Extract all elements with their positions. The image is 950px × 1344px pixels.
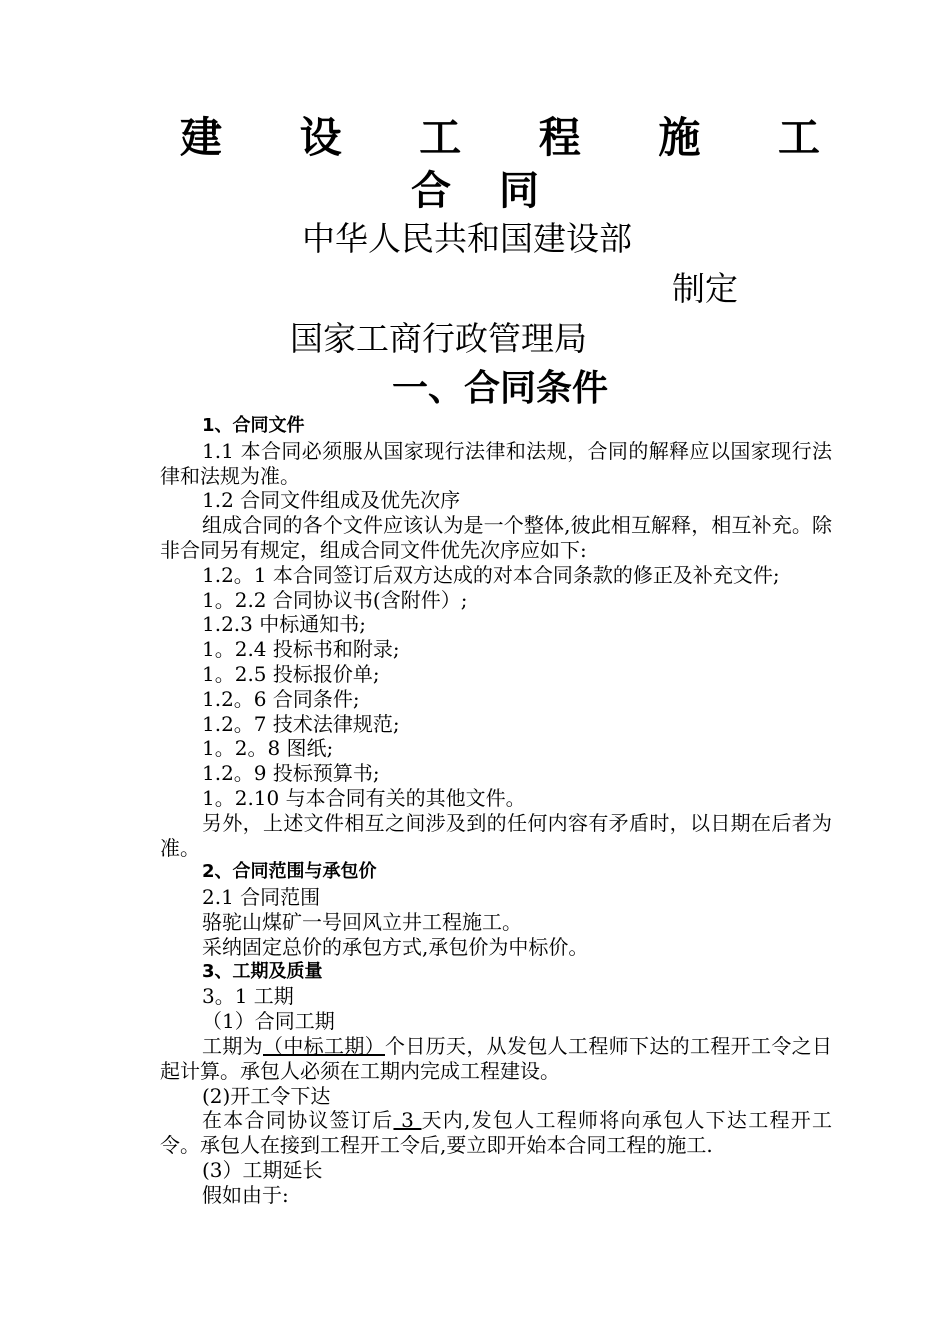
period-value: （中标工期） bbox=[263, 1033, 385, 1058]
text-segment: 工期为 bbox=[202, 1033, 263, 1058]
list-item: 1.2。1 本合同签订后双方达成的对本合同条款的修正及补充文件; bbox=[202, 562, 780, 587]
paragraph: 假如由于: bbox=[202, 1182, 289, 1207]
title-char: 施 bbox=[658, 113, 701, 162]
paragraph: 组成合同的各个文件应该认为是一个整体,彼此相互解释，相互补充。除非合同另有规定，组成合同文件优先次序应如下: bbox=[160, 513, 832, 562]
list-item: 1.2.3 中标通知书; bbox=[202, 612, 366, 637]
title-char: 工 bbox=[419, 113, 462, 162]
title-char: 设 bbox=[299, 113, 342, 162]
list-item: 1。2.4 投标书和附录; bbox=[202, 637, 400, 662]
paragraph: 3。1 工期 bbox=[202, 984, 294, 1009]
text-segment: 天内,发包人工程师将向承包人下达工程开工令。承包人在接到工程开工令后,要立即开始本合同工程的施工. bbox=[160, 1108, 833, 1158]
list-item: 1。2。8 图纸; bbox=[202, 736, 334, 761]
title-char: 工 bbox=[777, 113, 820, 162]
paragraph-start-order bbox=[160, 1108, 832, 1158]
paragraph: 2.1 合同范围 bbox=[202, 885, 321, 910]
section-title: 一、合同条件 bbox=[391, 368, 608, 409]
paragraph: (3）工期延长 bbox=[202, 1157, 323, 1182]
issued-label: 制定 bbox=[672, 269, 738, 308]
contract-body bbox=[160, 414, 832, 1208]
paragraph: 另外，上述文件相互之间涉及到的任何内容有矛盾时，以日期在后者为准。 bbox=[160, 810, 832, 860]
text-segment: 个日历天，从发包人工程师下达的工程开工令之日起计算。承包人必须在工期内完成工程建设。 bbox=[160, 1033, 832, 1083]
issuer-administration: 国家工商行政管理局 bbox=[290, 319, 587, 358]
title-char: 程 bbox=[538, 113, 581, 162]
paragraph: （1）合同工期 bbox=[202, 1009, 335, 1034]
heading-period-quality: 3、工期及质量 bbox=[202, 960, 323, 982]
paragraph: 采纳固定总价的承包方式,承包价为中标价。 bbox=[202, 934, 589, 959]
contract-title-line2: 合同 bbox=[411, 168, 587, 214]
issuer-ministry: 中华人民共和国建设部 bbox=[302, 219, 632, 258]
list-item: 1.2。7 技术法律规范; bbox=[202, 711, 400, 736]
heading-contract-documents: 1、合同文件 bbox=[202, 415, 305, 436]
list-item: 1.2。6 合同条件; bbox=[202, 686, 360, 711]
title-char: 建 bbox=[180, 113, 223, 162]
list-item: 1。2.2 合同协议书(含附件）; bbox=[202, 587, 468, 612]
list-item: 1。2.5 投标报价单; bbox=[202, 661, 380, 686]
paragraph: (2)开工令下达 bbox=[202, 1083, 331, 1108]
text-segment: 在本合同协议签订后 bbox=[202, 1108, 394, 1133]
paragraph: 1.2 合同文件组成及优先次序 bbox=[202, 488, 461, 513]
paragraph: 1.1 本合同必须服从国家现行法律和法规，合同的解释应以国家现行法律和法规为准。 bbox=[160, 438, 832, 488]
paragraph: 骆驼山煤矿一号回风立井工程施工。 bbox=[202, 909, 522, 934]
list-item: 1.2。9 投标预算书; bbox=[202, 761, 380, 786]
list-item: 1。2.10 与本合同有关的其他文件。 bbox=[202, 785, 526, 810]
heading-contract-scope: 2、合同范围与承包价 bbox=[202, 861, 377, 883]
order-days-value: 3 bbox=[393, 1108, 422, 1133]
contract-title-line1 bbox=[180, 110, 820, 166]
paragraph-contract-period bbox=[160, 1034, 832, 1084]
